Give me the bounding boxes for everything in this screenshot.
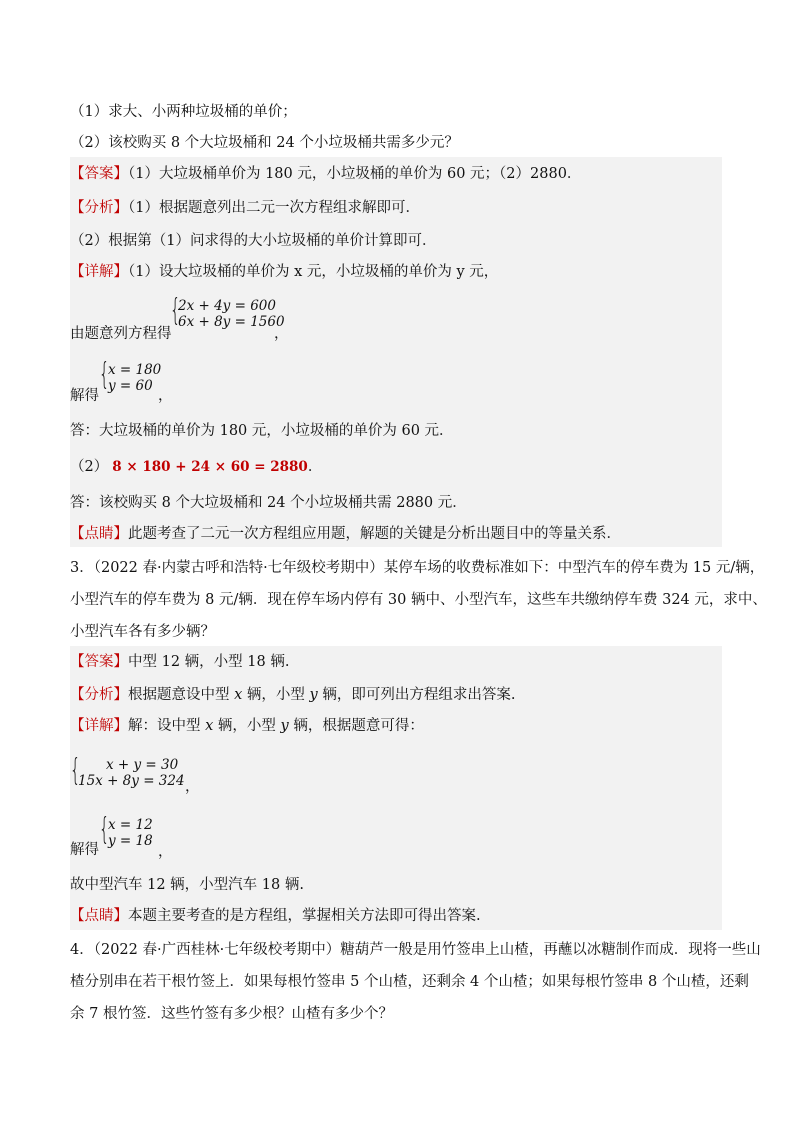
answer-text: 中型 12 辆，小型 18 辆. [128,654,290,670]
analysis-text-c: 辆，即可列出方程组求出答案. [317,687,516,703]
variable-y: y [280,718,289,734]
detail-text-a: 解：设中型 [128,718,206,734]
analysis-text-b: 辆，小型 [242,687,310,703]
detail-line [70,262,498,282]
detail-text: （1）设大垃圾桶的单价为 x 元，小垃圾桶的单价为 y 元， [128,264,499,280]
comma: ， [274,326,289,342]
brace-icon: { [99,357,110,392]
solution-1: x = 12 [108,817,153,833]
problem-3-line-1: 3．（2022 春·内蒙古呼和浩特·七年级校考期中）某停车场的收费标准如下：中型汽车的停车费为 15 元/辆， [70,560,765,576]
brace-icon: { [99,812,110,847]
answer-line [70,652,289,672]
solution-system-1 [108,362,161,394]
problem-4-line-3: 余 7 根竹签．这些竹签有多少根？山楂有多少个？ [70,1006,393,1022]
equation-label: 由题意列方程得 [70,326,172,342]
comment-line [70,906,481,926]
comma: ， [158,388,173,404]
equation-2: 6x + 8y = 1560 [178,314,285,330]
solution-system-2 [108,817,153,849]
answer-tag: 【答案】 [70,654,128,670]
analysis-text-a: 根据题意设中型 [128,687,235,703]
part-2-expression: 8 × 180 + 24 × 60 = 2880 [112,459,308,475]
answer-conclusion-1: 答：大垃圾桶的单价为 180 元，小垃圾桶的单价为 60 元． [70,423,454,439]
conclusion-line: 故中型汽车 12 辆，小型汽车 18 辆. [70,877,304,893]
equation-2: 15x + 8y = 324 [78,773,185,789]
detail-text-b: 辆，小型 [213,718,281,734]
solve-label: 解得 [70,388,99,404]
solution-2: y = 60 [108,378,153,394]
problem-3-line-3: 小型汽车各有多少辆？ [70,624,215,640]
problem-4-line-2: 楂分别串在若干根竹签上．如果每根竹签串 5 个山楂，还剩余 4 个山楂；如果每根竹签串 8 个山楂，还剩 [70,974,749,990]
detail-tag: 【详解】 [70,264,128,280]
comment-text: 本题主要考查的是方程组，掌握相关方法即可得出答案. [128,908,481,924]
solve-label: 解得 [70,842,99,858]
analysis-tag: 【分析】 [70,200,128,216]
variable-y: y [309,687,318,703]
part-2-label: （2） [70,459,109,475]
problem-3-line-2: 小型汽车的停车费为 8 元/辆．现在停车场内停有 30 辆中、小型汽车，这些车共缴纳停车费 324 元，求中、 [70,592,767,608]
comment-text: 此题考查了二元一次方程组应用题，解题的关键是分析出题目中的等量关系． [128,526,621,542]
part-2-line [70,457,322,477]
equation-system-2 [78,757,185,789]
problem-4-line-1: 4．（2022 春·广西桂林·七年级校考期中）糖葫芦一般是用竹签串上山楂，再蘸以冰糖制作而成．现将一些山 [70,942,761,958]
question-part-2: （2）该校购买 8 个大垃圾桶和 24 个小垃圾桶共需多少元？ [70,135,459,151]
comma: ， [185,779,200,795]
brace-icon: { [170,293,181,328]
equation-system-1 [178,298,285,330]
comma: ， [158,844,173,860]
variable-x: x [205,718,214,734]
period: ． [307,459,323,475]
analysis-line [70,685,515,705]
equation-1: 2x + 4y = 600 [178,298,276,314]
brace-icon: { [70,753,81,788]
comment-tag: 【点睛】 [70,526,128,542]
equation-1: x + y = 30 [106,757,179,773]
answer-text: （1）大垃圾桶单价为 180 元，小垃圾桶的单价为 60 元；（2）2880． [128,166,582,182]
detail-text-c: 辆，根据题意可得： [288,718,424,734]
analysis-line-1 [70,198,420,218]
variable-x: x [234,687,243,703]
solution-1: x = 180 [108,362,162,378]
detail-tag: 【详解】 [70,718,128,734]
answer-tag: 【答案】 [70,166,128,182]
answer-line [70,164,581,184]
analysis-text-1: （1）根据题意列出二元一次方程组求解即可． [128,200,420,216]
solution-2: y = 18 [108,833,153,849]
detail-line [70,716,424,736]
question-part-1: （1）求大、小两种垃圾桶的单价； [70,104,297,120]
comment-line [70,524,621,544]
answer-conclusion-2: 答：该校购买 8 个大垃圾桶和 24 个小垃圾桶共需 2880 元． [70,495,467,511]
analysis-tag: 【分析】 [70,687,128,703]
analysis-line-2: （2）根据第（1）问求得的大小垃圾桶的单价计算即可． [70,233,437,249]
comment-tag: 【点睛】 [70,908,128,924]
